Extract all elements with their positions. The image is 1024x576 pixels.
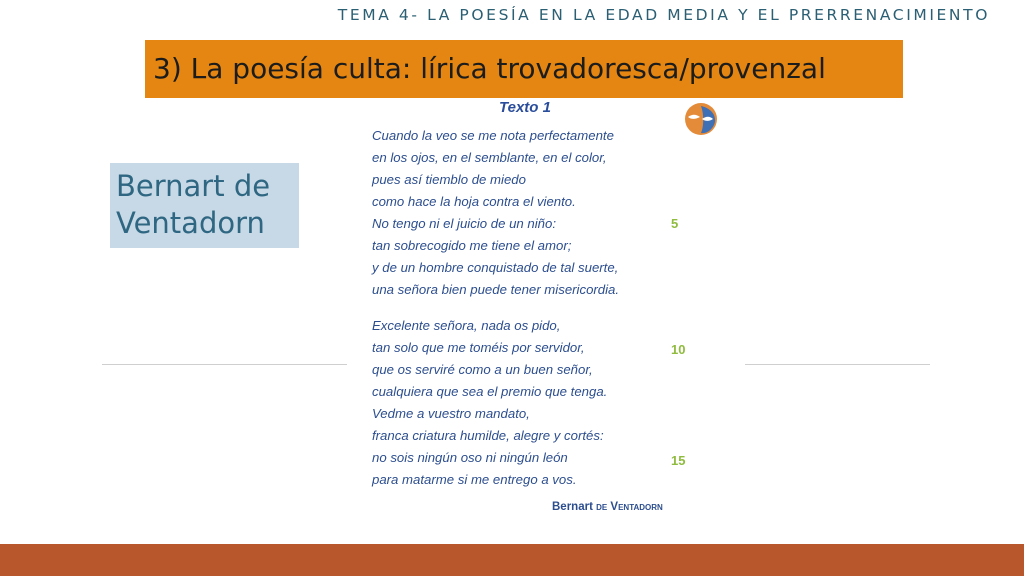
line-number: 10 (671, 342, 686, 357)
author-name-line-2: Ventadorn (116, 206, 265, 240)
poem-line: Cuando la veo se me nota perfectamente (372, 128, 614, 143)
poem-title: Texto 1 (499, 99, 551, 116)
poem-image-panel (347, 98, 745, 544)
poem-line: para matarme si me entrego a vos. (372, 472, 577, 487)
poem-author-signature (552, 501, 663, 513)
line-number: 5 (671, 216, 679, 231)
slide-title: 3) La poesía culta: lírica trovadoresca/provenzal (153, 52, 826, 85)
poem-line: y de un hombre conquistado de tal suerte, (372, 260, 619, 275)
line-number: 15 (671, 453, 686, 468)
poem-line: Excelente señora, nada os pido, (372, 318, 561, 333)
poem-line: que os serviré como a un buen señor, (372, 362, 593, 377)
book-emblem-icon (680, 102, 722, 136)
poem-line: pues así tiemblo de miedo (372, 172, 526, 187)
poem-line: como hace la hoja contra el viento. (372, 194, 576, 209)
poem-line: cualquiera que sea el premio que tenga. (372, 384, 608, 399)
poem-line: tan solo que me toméis por servidor, (372, 340, 585, 355)
author-surname: de Ventadorn (596, 501, 663, 513)
poem-line: una señora bien puede tener misericordia. (372, 282, 620, 297)
poem-line: Vedme a vuestro mandato, (372, 406, 530, 421)
poem-line: franca criatura humilde, alegre y cortés: (372, 428, 604, 443)
author-first-name: Bernart (552, 501, 597, 513)
title-bar (145, 40, 903, 98)
author-name-line-1: Bernart de (116, 169, 271, 203)
poem-line: en los ojos, en el semblante, en el color, (372, 150, 607, 165)
poem-line: no sois ningún oso ni ningún león (372, 450, 568, 465)
poem-line: No tengo ni el juicio de un niño: (372, 216, 557, 231)
author-box (110, 163, 299, 248)
topic-heading: TEMA 4- LA POESÍA EN LA EDAD MEDIA Y EL PRERRENACIMIENTO (337, 6, 990, 24)
poem-line: tan sobrecogido me tiene el amor; (372, 238, 572, 253)
bottom-bar (0, 544, 1024, 576)
